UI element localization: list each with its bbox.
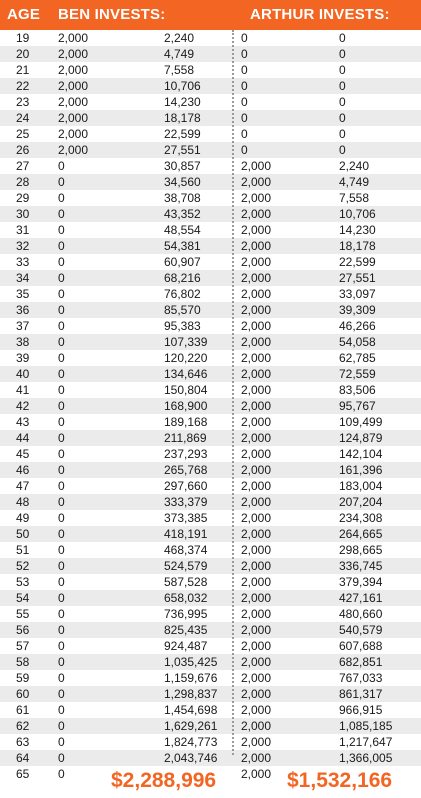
table-row <box>0 110 421 126</box>
arthur-investment-cell: 2,000 <box>241 159 272 173</box>
age-cell: 50 <box>16 527 30 541</box>
table-row <box>0 734 421 750</box>
age-cell: 60 <box>16 687 30 701</box>
arthur-investment-cell: 2,000 <box>241 703 272 717</box>
arthur-total-cell: 95,767 <box>339 399 376 413</box>
ben-total-cell: 1,298,837 <box>164 687 218 701</box>
age-cell: 43 <box>16 415 30 429</box>
ben-total-cell: 237,293 <box>164 447 208 461</box>
ben-investment-cell: 2,000 <box>58 95 89 109</box>
table-row <box>0 670 421 686</box>
ben-total-cell: 76,802 <box>164 287 201 301</box>
arthur-investment-cell: 0 <box>241 143 248 157</box>
ben-total-cell: 211,869 <box>164 431 207 445</box>
ben-total-cell: 22,599 <box>164 127 201 141</box>
ben-investment-cell: 0 <box>58 159 65 173</box>
age-cell: 56 <box>16 623 30 637</box>
arthur-total-cell: 109,499 <box>339 415 383 429</box>
ben-total-cell: 418,191 <box>164 527 208 541</box>
ben-total-cell: 524,579 <box>164 559 208 573</box>
table-row <box>0 526 421 542</box>
ben-investment-cell: 0 <box>58 527 65 541</box>
age-cell: 34 <box>16 271 30 285</box>
arthur-investment-cell: 0 <box>241 95 248 109</box>
arthur-total-cell: 27,551 <box>339 271 376 285</box>
arthur-investment-cell: 2,000 <box>241 415 272 429</box>
table-row <box>0 78 421 94</box>
table-row <box>0 334 421 350</box>
arthur-total-cell: 607,688 <box>339 639 383 653</box>
ben-total-cell: 27,551 <box>164 143 201 157</box>
table-row <box>0 638 421 654</box>
ben-total-cell: 333,379 <box>164 495 208 509</box>
age-cell: 51 <box>16 543 30 557</box>
arthur-investment-cell: 0 <box>241 79 248 93</box>
table-row <box>0 366 421 382</box>
arthur-investment-cell: 2,000 <box>241 207 272 221</box>
arthur-column-header: ARTHUR INVESTS: <box>250 6 390 23</box>
arthur-investment-cell: 2,000 <box>241 223 272 237</box>
arthur-total-cell: 54,058 <box>339 335 376 349</box>
age-cell: 61 <box>16 703 30 717</box>
age-cell: 63 <box>16 735 30 749</box>
arthur-total-cell: 39,309 <box>339 303 376 317</box>
age-cell: 39 <box>16 351 30 365</box>
arthur-investment-cell: 2,000 <box>241 287 272 301</box>
ben-total-cell: 468,374 <box>164 543 208 557</box>
arthur-investment-cell: 2,000 <box>241 623 272 637</box>
ben-investment-cell: 0 <box>58 415 65 429</box>
arthur-total-cell: 124,879 <box>339 431 383 445</box>
table-row <box>0 158 421 174</box>
table-row <box>0 382 421 398</box>
age-cell: 37 <box>16 319 30 333</box>
age-cell: 22 <box>16 79 30 93</box>
ben-investment-cell: 0 <box>58 735 65 749</box>
ben-total-cell: 924,487 <box>164 639 208 653</box>
ben-total-cell: 297,660 <box>164 479 208 493</box>
arthur-total-cell: 14,230 <box>339 223 376 237</box>
table-row <box>0 62 421 78</box>
arthur-total-cell: 0 <box>339 95 346 109</box>
ben-total-cell: 4,749 <box>164 47 195 61</box>
arthur-investment-cell: 2,000 <box>241 687 272 701</box>
ben-total-cell: 825,435 <box>164 623 208 637</box>
table-row <box>0 558 421 574</box>
ben-total-cell: 658,032 <box>164 591 208 605</box>
table-header <box>0 0 421 30</box>
ben-total-cell: 18,178 <box>164 111 201 125</box>
table-row <box>0 606 421 622</box>
age-cell: 33 <box>16 255 30 269</box>
ben-investment-cell: 0 <box>58 223 65 237</box>
arthur-total-cell: 264,665 <box>339 527 383 541</box>
table-row <box>0 190 421 206</box>
ben-investment-cell: 0 <box>58 383 65 397</box>
arthur-total-cell: 2,240 <box>339 159 370 173</box>
ben-investment-cell: 0 <box>58 255 65 269</box>
arthur-investment-cell: 2,000 <box>241 527 272 541</box>
arthur-investment-cell: 2,000 <box>241 735 272 749</box>
table-row <box>0 206 421 222</box>
arthur-investment-cell: 0 <box>241 31 248 45</box>
table-row <box>0 318 421 334</box>
ben-investment-cell: 0 <box>58 559 65 573</box>
column-divider <box>232 30 234 755</box>
arthur-total-cell: 46,266 <box>339 319 376 333</box>
age-cell: 41 <box>16 383 30 397</box>
ben-investment-cell: 0 <box>58 319 65 333</box>
final-row <box>0 766 421 798</box>
ben-investment-cell: 0 <box>58 495 65 509</box>
arthur-investment-cell: 2,000 <box>241 191 272 205</box>
ben-investment-cell: 0 <box>58 303 65 317</box>
age-cell: 64 <box>16 751 30 765</box>
table-row <box>0 478 421 494</box>
arthur-investment-cell: 0 <box>241 63 248 77</box>
age-cell: 48 <box>16 495 30 509</box>
ben-total-cell: 189,168 <box>164 415 208 429</box>
table-row <box>0 238 421 254</box>
age-cell: 35 <box>16 287 30 301</box>
age-cell: 38 <box>16 335 30 349</box>
ben-investment-cell: 2,000 <box>58 79 89 93</box>
table-row <box>0 414 421 430</box>
table-row <box>0 718 421 734</box>
age-cell: 49 <box>16 511 30 525</box>
ben-investment-cell: 0 <box>58 479 65 493</box>
table-row <box>0 350 421 366</box>
table-row <box>0 30 421 46</box>
arthur-total-cell: 4,749 <box>339 175 370 189</box>
arthur-investment-cell: 2,000 <box>241 175 272 189</box>
arthur-investment-cell: 2,000 <box>241 719 272 733</box>
arthur-total-cell: 0 <box>339 31 346 45</box>
age-cell: 44 <box>16 431 30 445</box>
age-column-header: AGE <box>7 6 41 23</box>
ben-total-cell: 1,629,261 <box>164 719 218 733</box>
arthur-total-cell: 480,660 <box>339 607 383 621</box>
arthur-total-cell: 0 <box>339 47 346 61</box>
age-cell: 28 <box>16 175 30 189</box>
age-cell: 27 <box>16 159 30 173</box>
ben-total-cell: 54,381 <box>164 239 201 253</box>
ben-final-total: $2,288,996 <box>111 769 217 792</box>
arthur-investment-cell: 2,000 <box>241 303 272 317</box>
arthur-total-cell: 207,204 <box>339 495 383 509</box>
age-cell: 29 <box>16 191 30 205</box>
age-cell: 62 <box>16 719 30 733</box>
table-row <box>0 142 421 158</box>
age-cell: 24 <box>16 111 30 125</box>
ben-column-header: BEN INVESTS: <box>58 6 166 23</box>
table-row <box>0 94 421 110</box>
ben-investment-cell: 0 <box>58 463 65 477</box>
arthur-total-cell: 234,308 <box>339 511 383 525</box>
arthur-total-cell: 682,851 <box>339 655 383 669</box>
ben-total-cell: 1,035,425 <box>164 655 218 669</box>
ben-investment-cell: 2,000 <box>58 143 89 157</box>
arthur-investment-cell: 2,000 <box>241 447 272 461</box>
arthur-total-cell: 0 <box>339 127 346 141</box>
arthur-final-total: $1,532,166 <box>287 769 393 792</box>
arthur-total-cell: 142,104 <box>339 447 383 461</box>
arthur-investment-cell: 2,000 <box>241 511 272 525</box>
ben-total-cell: 10,706 <box>164 79 201 93</box>
arthur-total-cell: 33,097 <box>339 287 376 301</box>
ben-total-cell: 30,857 <box>164 159 201 173</box>
table-row <box>0 494 421 510</box>
age-cell: 36 <box>16 303 30 317</box>
arthur-investment-cell: 2,000 <box>241 767 272 781</box>
arthur-investment-cell: 2,000 <box>241 383 272 397</box>
ben-investment-cell: 0 <box>58 639 65 653</box>
arthur-investment-cell: 2,000 <box>241 671 272 685</box>
ben-investment-cell: 0 <box>58 607 65 621</box>
ben-total-cell: 1,454,698 <box>164 703 218 717</box>
ben-investment-cell: 0 <box>58 751 65 765</box>
arthur-total-cell: 1,217,647 <box>339 735 393 749</box>
arthur-investment-cell: 2,000 <box>241 367 272 381</box>
ben-total-cell: 265,768 <box>164 463 208 477</box>
ben-total-cell: 2,240 <box>164 31 195 45</box>
age-cell: 65 <box>16 767 30 781</box>
arthur-total-cell: 767,033 <box>339 671 383 685</box>
table-row <box>0 654 421 670</box>
ben-investment-cell: 0 <box>58 719 65 733</box>
ben-total-cell: 14,230 <box>164 95 201 109</box>
ben-investment-cell: 2,000 <box>58 127 89 141</box>
age-cell: 46 <box>16 463 30 477</box>
arthur-total-cell: 7,558 <box>339 191 370 205</box>
table-row <box>0 446 421 462</box>
arthur-investment-cell: 2,000 <box>241 239 272 253</box>
table-row <box>0 302 421 318</box>
arthur-total-cell: 72,559 <box>339 367 376 381</box>
table-row <box>0 574 421 590</box>
age-cell: 53 <box>16 575 30 589</box>
ben-total-cell: 2,043,746 <box>164 751 218 765</box>
arthur-total-cell: 540,579 <box>339 623 383 637</box>
arthur-total-cell: 62,785 <box>339 351 376 365</box>
ben-investment-cell: 0 <box>58 335 65 349</box>
ben-total-cell: 48,554 <box>164 223 201 237</box>
ben-investment-cell: 0 <box>58 287 65 301</box>
arthur-investment-cell: 2,000 <box>241 351 272 365</box>
ben-investment-cell: 0 <box>58 543 65 557</box>
arthur-investment-cell: 2,000 <box>241 751 272 765</box>
table-row <box>0 542 421 558</box>
arthur-total-cell: 379,394 <box>339 575 383 589</box>
arthur-investment-cell: 0 <box>241 47 248 61</box>
table-row <box>0 398 421 414</box>
arthur-investment-cell: 2,000 <box>241 575 272 589</box>
age-cell: 57 <box>16 639 30 653</box>
arthur-investment-cell: 2,000 <box>241 559 272 573</box>
age-cell: 55 <box>16 607 30 621</box>
ben-investment-cell: 0 <box>58 703 65 717</box>
table-row <box>0 622 421 638</box>
ben-total-cell: 1,159,676 <box>164 671 218 685</box>
arthur-total-cell: 183,004 <box>339 479 383 493</box>
arthur-investment-cell: 2,000 <box>241 399 272 413</box>
arthur-investment-cell: 2,000 <box>241 543 272 557</box>
ben-investment-cell: 0 <box>58 175 65 189</box>
ben-total-cell: 85,570 <box>164 303 201 317</box>
arthur-total-cell: 161,396 <box>339 463 383 477</box>
table-row <box>0 750 421 766</box>
table-body <box>0 30 421 766</box>
table-row <box>0 702 421 718</box>
ben-investment-cell: 2,000 <box>58 63 89 77</box>
ben-total-cell: 38,708 <box>164 191 201 205</box>
ben-total-cell: 7,558 <box>164 63 195 77</box>
table-row <box>0 254 421 270</box>
table-row <box>0 590 421 606</box>
age-cell: 45 <box>16 447 30 461</box>
arthur-investment-cell: 2,000 <box>241 431 272 445</box>
age-cell: 30 <box>16 207 30 221</box>
table-row <box>0 46 421 62</box>
ben-investment-cell: 2,000 <box>58 31 89 45</box>
table-row <box>0 510 421 526</box>
ben-investment-cell: 0 <box>58 511 65 525</box>
ben-total-cell: 1,824,773 <box>164 735 218 749</box>
table-row <box>0 462 421 478</box>
ben-investment-cell: 0 <box>58 191 65 205</box>
ben-total-cell: 168,900 <box>164 399 208 413</box>
arthur-total-cell: 0 <box>339 79 346 93</box>
arthur-total-cell: 1,366,005 <box>339 751 393 765</box>
arthur-investment-cell: 2,000 <box>241 255 272 269</box>
arthur-investment-cell: 2,000 <box>241 495 272 509</box>
ben-investment-cell: 0 <box>58 367 65 381</box>
arthur-total-cell: 861,317 <box>339 687 383 701</box>
arthur-investment-cell: 2,000 <box>241 335 272 349</box>
table-row <box>0 686 421 702</box>
ben-investment-cell: 0 <box>58 687 65 701</box>
age-cell: 52 <box>16 559 30 573</box>
age-cell: 40 <box>16 367 30 381</box>
ben-investment-cell: 0 <box>58 623 65 637</box>
ben-total-cell: 373,385 <box>164 511 208 525</box>
ben-investment-cell: 0 <box>58 239 65 253</box>
arthur-total-cell: 22,599 <box>339 255 376 269</box>
arthur-total-cell: 298,665 <box>339 543 383 557</box>
arthur-investment-cell: 2,000 <box>241 591 272 605</box>
arthur-investment-cell: 2,000 <box>241 463 272 477</box>
ben-investment-cell: 0 <box>58 351 65 365</box>
table-row <box>0 286 421 302</box>
age-cell: 26 <box>16 143 30 157</box>
arthur-investment-cell: 2,000 <box>241 607 272 621</box>
table-row <box>0 270 421 286</box>
arthur-total-cell: 83,506 <box>339 383 376 397</box>
ben-investment-cell: 0 <box>58 767 65 781</box>
arthur-total-cell: 336,745 <box>339 559 383 573</box>
ben-total-cell: 95,383 <box>164 319 201 333</box>
age-cell: 54 <box>16 591 30 605</box>
age-cell: 32 <box>16 239 30 253</box>
age-cell: 58 <box>16 655 30 669</box>
arthur-investment-cell: 2,000 <box>241 319 272 333</box>
ben-investment-cell: 0 <box>58 575 65 589</box>
arthur-total-cell: 0 <box>339 63 346 77</box>
ben-investment-cell: 0 <box>58 431 65 445</box>
arthur-total-cell: 18,178 <box>339 239 376 253</box>
arthur-total-cell: 0 <box>339 111 346 125</box>
table-row <box>0 222 421 238</box>
age-cell: 59 <box>16 671 30 685</box>
table-row <box>0 430 421 446</box>
ben-total-cell: 68,216 <box>164 271 201 285</box>
ben-investment-cell: 0 <box>58 447 65 461</box>
arthur-investment-cell: 0 <box>241 127 248 141</box>
arthur-total-cell: 10,706 <box>339 207 376 221</box>
ben-investment-cell: 0 <box>58 271 65 285</box>
ben-total-cell: 34,560 <box>164 175 201 189</box>
arthur-investment-cell: 2,000 <box>241 479 272 493</box>
table-row <box>0 126 421 142</box>
ben-total-cell: 587,528 <box>164 575 208 589</box>
ben-total-cell: 120,220 <box>164 351 208 365</box>
arthur-investment-cell: 0 <box>241 111 248 125</box>
arthur-total-cell: 966,915 <box>339 703 383 717</box>
ben-total-cell: 736,995 <box>164 607 208 621</box>
ben-total-cell: 150,804 <box>164 383 208 397</box>
ben-total-cell: 107,339 <box>164 335 208 349</box>
ben-investment-cell: 0 <box>58 207 65 221</box>
ben-investment-cell: 0 <box>58 399 65 413</box>
age-cell: 23 <box>16 95 30 109</box>
ben-investment-cell: 2,000 <box>58 47 89 61</box>
ben-investment-cell: 2,000 <box>58 111 89 125</box>
age-cell: 19 <box>16 31 30 45</box>
arthur-total-cell: 427,161 <box>339 591 383 605</box>
ben-investment-cell: 0 <box>58 655 65 669</box>
ben-total-cell: 134,646 <box>164 367 208 381</box>
ben-total-cell: 60,907 <box>164 255 201 269</box>
arthur-total-cell: 0 <box>339 143 346 157</box>
age-cell: 42 <box>16 399 30 413</box>
age-cell: 25 <box>16 127 30 141</box>
arthur-investment-cell: 2,000 <box>241 655 272 669</box>
age-cell: 20 <box>16 47 30 61</box>
arthur-total-cell: 1,085,185 <box>339 719 393 733</box>
table-row <box>0 174 421 190</box>
age-cell: 21 <box>16 63 30 77</box>
ben-investment-cell: 0 <box>58 591 65 605</box>
arthur-investment-cell: 2,000 <box>241 639 272 653</box>
age-cell: 47 <box>16 479 30 493</box>
arthur-investment-cell: 2,000 <box>241 271 272 285</box>
age-cell: 31 <box>16 223 30 237</box>
ben-investment-cell: 0 <box>58 671 65 685</box>
ben-total-cell: 43,352 <box>164 207 201 221</box>
